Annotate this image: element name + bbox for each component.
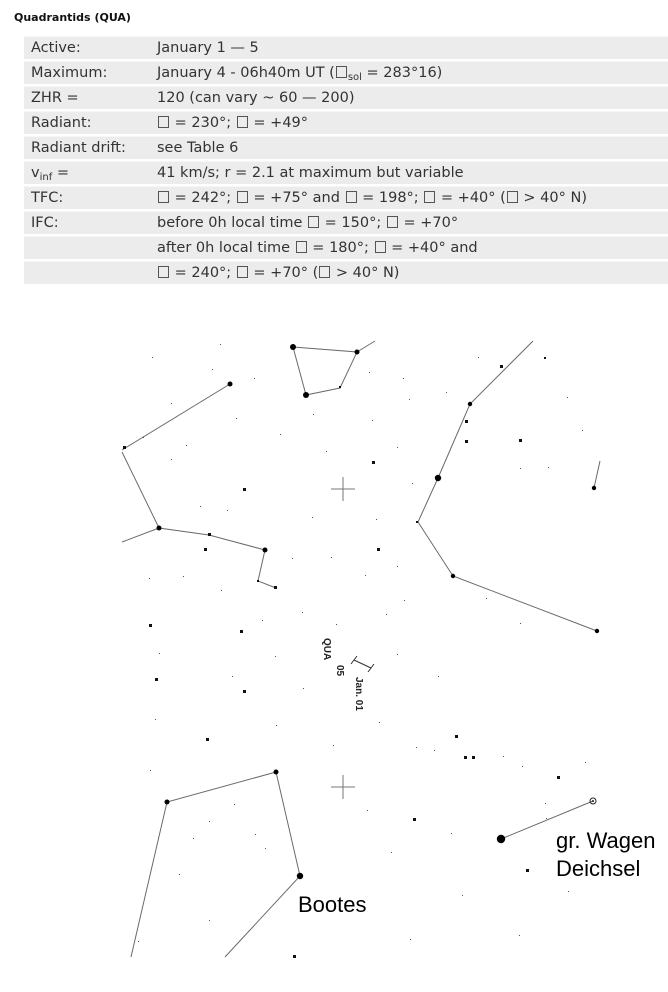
bootes-label: Bootes: [298, 892, 367, 917]
row-label: [24, 236, 150, 259]
row-value: = 240°; = +70° ( > 40° N): [150, 261, 668, 284]
gr-wagen-label: gr. Wagen: [556, 828, 656, 853]
radiant-drift-marker: [351, 656, 374, 672]
table-row: [24, 161, 668, 184]
greek-symbol-placeholder-icon: [237, 116, 248, 128]
table-row: [24, 61, 668, 84]
table-row: [24, 111, 668, 134]
greek-symbol-placeholder-icon: [346, 191, 357, 203]
row-label: TFC:: [24, 186, 150, 209]
star-chart: [0, 300, 668, 992]
row-value: January 1 — 5: [150, 36, 668, 59]
row-value: 41 km/s; r = 2.1 at maximum but variable: [150, 161, 668, 184]
row-label: Active:: [24, 36, 150, 59]
row-label: Radiant:: [24, 111, 150, 134]
greek-symbol-placeholder-icon: [237, 266, 248, 278]
greek-symbol-placeholder-icon: [158, 116, 169, 128]
shower-code-label: QUA: [321, 638, 332, 661]
table-row: [24, 186, 668, 209]
greek-symbol-placeholder-icon: [308, 216, 319, 228]
table-row: [24, 261, 668, 284]
date-marker-start-label: Jan. 01: [353, 677, 364, 711]
greek-symbol-placeholder-icon: [507, 191, 518, 203]
constellation-lines: [122, 341, 600, 957]
date-marker-end-label: 05: [334, 665, 345, 677]
shower-info-table: [24, 34, 668, 286]
faint-stars: [123, 357, 560, 958]
row-label: Maximum:: [24, 61, 150, 84]
row-label: ZHR =: [24, 86, 150, 109]
row-value: = 242°; = +75° and = 198°; = +40° ( > 40° N): [150, 186, 668, 209]
table-row: [24, 86, 668, 109]
row-label: [24, 261, 150, 284]
table-row: [24, 236, 668, 259]
row-value: = 230°; = +49°: [150, 111, 668, 134]
row-label: Radiant drift:: [24, 136, 150, 159]
greek-symbol-placeholder-icon: [387, 216, 398, 228]
row-value: 120 (can vary ~ 60 — 200): [150, 86, 668, 109]
row-value: January 4 - 06h40m UT ( $_{sol}$ = 283°16): [150, 61, 668, 84]
very-faint-stars: [138, 344, 586, 942]
deichsel-label: Deichsel: [556, 856, 641, 881]
table-row: [24, 211, 668, 234]
greek-symbol-placeholder-icon: [319, 266, 330, 278]
greek-symbol-placeholder-icon: [375, 241, 386, 253]
bright-stars: [157, 344, 600, 879]
reference-crosses: [331, 477, 355, 799]
row-label: IFC:: [24, 211, 150, 234]
greek-symbol-placeholder-icon: [237, 191, 248, 203]
greek-symbol-placeholder-icon: [158, 191, 169, 203]
row-value: after 0h local time = 180°; = +40° and: [150, 236, 668, 259]
table-row: [24, 36, 668, 59]
greek-symbol-placeholder-icon: [296, 241, 307, 253]
greek-symbol-placeholder-icon: [424, 191, 435, 203]
row-value: see Table 6: [150, 136, 668, 159]
row-value: before 0h local time = 150°; = +70°: [150, 211, 668, 234]
greek-symbol-placeholder-icon: [336, 66, 347, 78]
table-row: [24, 136, 668, 159]
shower-title: Quadrantids (QUA): [14, 11, 131, 24]
greek-symbol-placeholder-icon: [158, 266, 169, 278]
row-label: $v_{inf}$ =: [24, 161, 150, 184]
